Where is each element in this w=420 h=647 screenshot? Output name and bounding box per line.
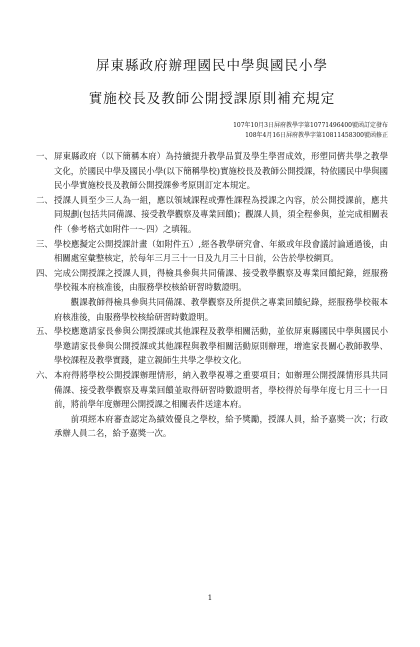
article-text: 學校應擬定公開授課計畫（如附件五）,經各教學研究會、年級或年段會議討論通過後，由相關處室彙整核定，於每年三月三十一日及九月三十日前，公告於學校網頁。 bbox=[54, 238, 388, 264]
article-text: 屏東縣政府（以下簡稱本府）為持續提升教學品質及學生學習成效，形塑同儕共學之教學文化，於國民中學及國民小學(以下簡稱學校)實施校長及教師公開授課，特依國民中學與國民小學實施校長及教師公開授課參考原則訂定本規定。 bbox=[54, 151, 388, 191]
article-text: 本府得將學校公開授課辦理情形，納入教學視導之重要項目；如辦理公開授課情形具共同備課、接受教學觀察及專業回饋並取得研習時數證明者，學校得於每學年度七月三十一日前，將前學年度辦理公開授課之相關表件送達本府。 bbox=[54, 369, 388, 410]
article-4 bbox=[36, 266, 388, 295]
article-number: 四、 bbox=[36, 267, 53, 278]
article-2 bbox=[36, 193, 388, 237]
article-number: 三、 bbox=[36, 238, 53, 249]
article-text: 授課人員至少三人為一組，應以領域課程或彈性課程為授課之內容，於公開授課前，應共同規劃(包括共同備課、接受教學觀察及專業回饋)；觀課人員，須全程參與，並完成相關表件（參考格式如附件一～四）之填報。 bbox=[54, 194, 388, 234]
document-page bbox=[0, 54, 420, 647]
article-4-paragraph-2: 觀課教師得檢具參與共同備課、教學觀察及所提供之專業回饋紀錄，經服務學校報本府核准後，由服務學校核給研習時數證明。 bbox=[54, 296, 388, 322]
revision-note: 107年10月3日屏府教學字第10771496400號函訂定發布 bbox=[233, 122, 388, 129]
article-number: 六、 bbox=[36, 369, 53, 380]
document-title-line1: 屏東縣政府辦理國民中學與國民小學 bbox=[96, 58, 328, 74]
article-3 bbox=[36, 237, 388, 266]
article-6-paragraph-2: 前項經本府審查認定為績效優良之學校，給予獎勵，授課人員，給予嘉獎一次；行政承辦人員二名，給予嘉獎一次。 bbox=[54, 413, 388, 439]
article-text: 學校應邀請家長參與公開授課或其他課程及教學相關活動，並依屏東縣國民中學與國民小學邀請家長參與公開授課或其他課程與教學相關活動原則辦理，增進家長關心教師教學、學校課程及教學實踐，建立親師生共學之學校文化。 bbox=[54, 326, 388, 366]
article-6 bbox=[36, 368, 388, 412]
revision-notes bbox=[36, 121, 388, 141]
page-number: 1 bbox=[207, 594, 213, 602]
article-number: 二、 bbox=[36, 194, 53, 205]
article-number: 一、 bbox=[36, 151, 53, 161]
revision-note: 108年4月16日屏府教學字第10811458300號函修正 bbox=[245, 132, 388, 139]
document-title-line2: 實施校長及教師公開授課原則補充規定 bbox=[88, 91, 336, 107]
article-1 bbox=[36, 149, 388, 193]
article-text: 完成公開授課之授課人員，得檢具參與共同備課、接受教學觀察及專業回饋紀錄，經服務學校報本府核准後，由服務學校核給研習時數證明。 bbox=[54, 267, 388, 293]
article-5 bbox=[36, 324, 388, 368]
article-number: 五、 bbox=[36, 326, 53, 337]
article-list bbox=[36, 149, 388, 441]
